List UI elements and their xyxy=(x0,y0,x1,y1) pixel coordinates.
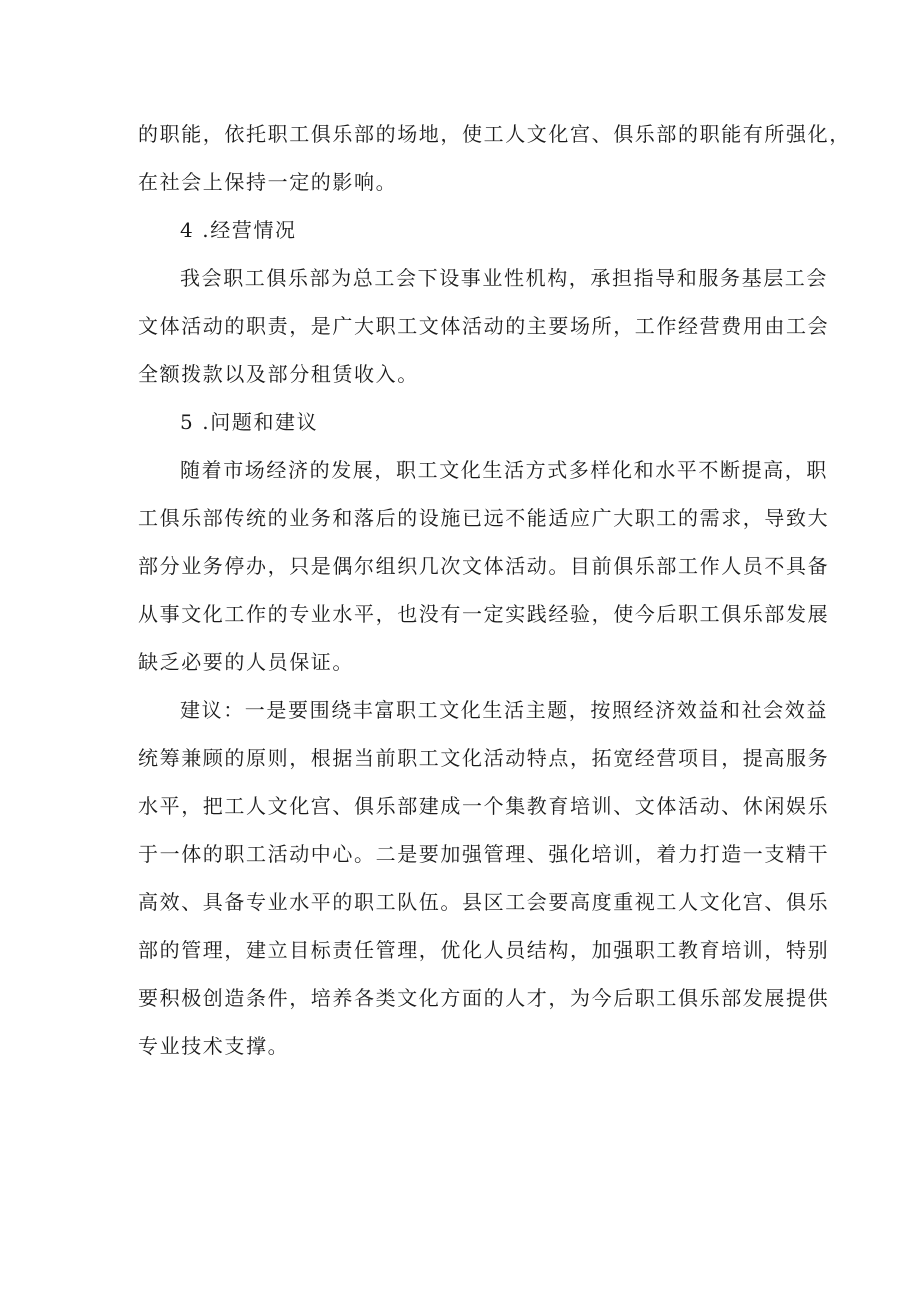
body-text-line: 部分业务停办，只是偶尔组织几次文体活动。目前俱乐部工作人员不具备 xyxy=(138,554,830,578)
body-text-line: 统筹兼顾的原则，根据当前职工文化活动特点，拓宽经营项目，提高服务 xyxy=(138,746,830,770)
body-text-line: 建议：一是要围绕丰富职工文化生活主题，按照经济效益和社会效益 xyxy=(180,698,828,722)
section-heading: 4 .经营情况 xyxy=(180,218,297,242)
body-text-line: 的职能，依托职工俱乐部的场地，使工人文化宫、俱乐部的职能有所强化， xyxy=(138,122,851,146)
body-text-line: 专业技术支撑。 xyxy=(138,1034,290,1058)
body-text-line: 在社会上保持一定的影响。 xyxy=(138,170,398,194)
body-text-line: 水平，把工人文化宫、俱乐部建成一个集教育培训、文体活动、休闲娱乐 xyxy=(138,794,830,818)
body-text-line: 高效、具备专业水平的职工队伍。县区工会要高度重视工人文化宫、俱乐 xyxy=(138,890,830,914)
body-text-line: 从事文化工作的专业水平，也没有一定实践经验，使今后职工俱乐部发展 xyxy=(138,602,830,626)
body-text-line: 部的管理，建立目标责任管理，优化人员结构，加强职工教育培训，特别 xyxy=(138,938,830,962)
body-text-line: 于一体的职工活动中心。二是要加强管理、强化培训，着力打造一支精干 xyxy=(138,842,830,866)
body-text-line: 文体活动的职责，是广大职工文体活动的主要场所，工作经营费用由工会 xyxy=(138,314,830,338)
body-text-line: 要积极创造条件，培养各类文化方面的人才，为今后职工俱乐部发展提供 xyxy=(138,986,830,1010)
body-text-line: 缺乏必要的人员保证。 xyxy=(138,650,354,674)
body-text-line: 全额拨款以及部分租赁收入。 xyxy=(138,362,419,386)
body-text-line: 我会职工俱乐部为总工会下设事业性机构，承担指导和服务基层工会 xyxy=(180,266,828,290)
section-heading: 5 .问题和建议 xyxy=(180,410,319,434)
body-text-line: 随着市场经济的发展，职工文化生活方式多样化和水平不断提高，职 xyxy=(180,458,828,482)
body-text-line: 工俱乐部传统的业务和落后的设施已远不能适应广大职工的需求，导致大 xyxy=(138,506,830,530)
